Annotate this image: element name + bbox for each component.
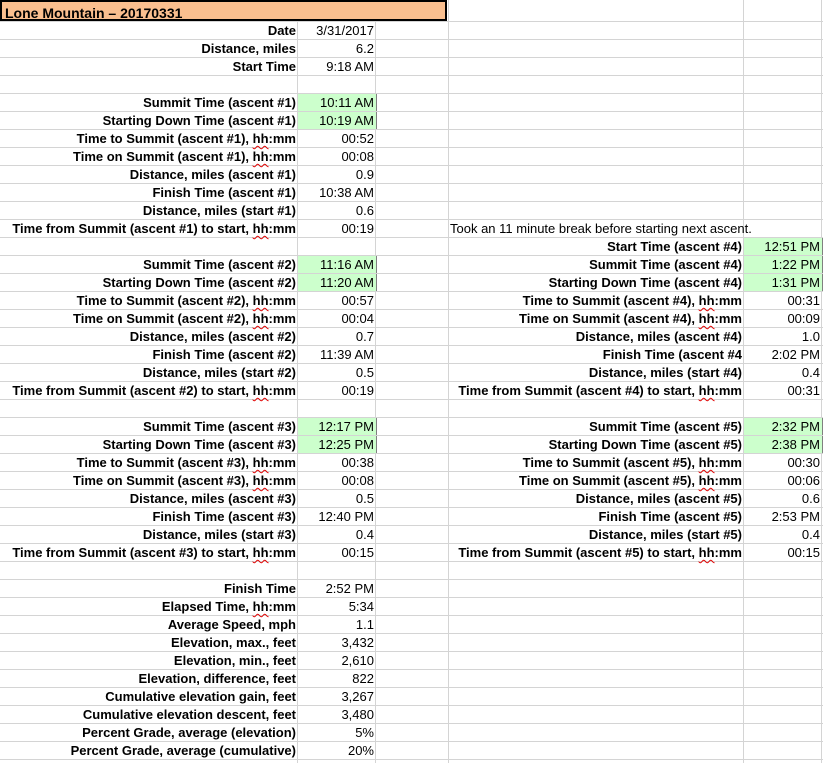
left-row-label[interactable]: Distance, miles (ascent #2) (129, 329, 296, 344)
left-row-label[interactable]: Starting Down Time (ascent #3) (102, 437, 296, 452)
left-row-value[interactable]: 3,480 (341, 707, 374, 722)
spellcheck-underline: hh (252, 455, 269, 470)
right-row-value[interactable]: 00:30 (787, 455, 820, 470)
left-row-label[interactable]: Distance, miles (ascent #1) (129, 167, 296, 182)
right-row-label[interactable]: Time to Summit (ascent #5), hh:mm (522, 455, 742, 470)
left-row-value[interactable]: 11:16 AM (298, 256, 377, 273)
left-row-label[interactable]: Cumulative elevation descent, feet (82, 707, 296, 722)
right-row-label[interactable]: Start Time (ascent #4) (607, 239, 742, 254)
row-gridline (0, 633, 823, 634)
right-row-value[interactable]: 1.0 (801, 329, 820, 344)
row-gridline (0, 165, 823, 166)
left-row-value[interactable]: 0.5 (355, 365, 374, 380)
right-row-label[interactable]: Finish Time (ascent #4 (602, 347, 742, 362)
left-row-label[interactable]: Elapsed Time, hh:mm (161, 599, 296, 614)
left-row-value[interactable]: 00:19 (341, 221, 374, 236)
right-row-label[interactable]: Time on Summit (ascent #5), hh:mm (519, 473, 742, 488)
row-gridline (0, 651, 823, 652)
row-gridline (0, 39, 823, 40)
left-row-label[interactable]: Distance, miles (start #3) (142, 527, 296, 542)
sheet-title-cell[interactable]: Lone Mountain – 20170331 (0, 0, 447, 21)
left-row-value[interactable]: 2:52 PM (325, 581, 374, 596)
left-row-value[interactable]: 3,432 (341, 635, 374, 650)
right-row-label[interactable]: Starting Down Time (ascent #5) (548, 437, 742, 452)
left-row-value[interactable]: 00:15 (341, 545, 374, 560)
left-row-label[interactable]: Time from Summit (ascent #3) to start, hh:mm (12, 545, 296, 560)
left-row-value[interactable]: 6.2 (355, 41, 374, 56)
left-row-label[interactable]: Time from Summit (ascent #1) to start, hh:mm (12, 221, 296, 236)
right-row-label[interactable]: Time on Summit (ascent #4), hh:mm (519, 311, 742, 326)
right-row-value[interactable]: 00:09 (787, 311, 820, 326)
left-row-label[interactable]: Elevation, difference, feet (138, 671, 296, 686)
right-row-value[interactable]: 00:15 (787, 545, 820, 560)
left-row-value[interactable]: 2,610 (341, 653, 374, 668)
left-row-label[interactable]: Distance, miles (ascent #3) (129, 491, 296, 506)
right-row-value[interactable]: 2:38 PM (744, 436, 823, 453)
row-gridline (0, 561, 823, 562)
spellcheck-underline: hh (252, 221, 269, 236)
left-row-value[interactable]: 10:19 AM (298, 112, 377, 129)
left-row-label[interactable]: Time from Summit (ascent #2) to start, hh:mm (12, 383, 296, 398)
left-row-label[interactable]: Elevation, max., feet (171, 635, 296, 650)
right-row-label[interactable]: Finish Time (ascent #5) (598, 509, 742, 524)
left-row-value[interactable]: 00:52 (341, 131, 374, 146)
left-row-label[interactable]: Finish Time (ascent #1) (152, 185, 296, 200)
right-row-value[interactable]: 12:51 PM (744, 238, 823, 255)
right-row-value[interactable]: 1:31 PM (744, 274, 823, 291)
row-gridline (0, 75, 823, 76)
left-row-value[interactable]: 3,267 (341, 689, 374, 704)
left-row-value[interactable]: 00:08 (341, 473, 374, 488)
spellcheck-underline: hh (252, 293, 269, 308)
spellcheck-underline: hh (698, 311, 715, 326)
left-row-value[interactable]: 0.7 (355, 329, 374, 344)
left-row-label[interactable]: Starting Down Time (ascent #2) (102, 275, 296, 290)
left-row-label[interactable]: Time to Summit (ascent #3), hh:mm (76, 455, 296, 470)
row-gridline (0, 201, 823, 202)
right-row-label[interactable]: Distance, miles (start #5) (588, 527, 742, 542)
left-row-label[interactable]: Distance, miles (start #1) (142, 203, 296, 218)
right-row-value[interactable]: 0.4 (801, 527, 820, 542)
spellcheck-underline: hh (252, 383, 269, 398)
right-row-value[interactable]: 0.6 (801, 491, 820, 506)
right-row-label[interactable]: Time to Summit (ascent #4), hh:mm (522, 293, 742, 308)
left-row-label[interactable]: Finish Time (224, 581, 296, 596)
spellcheck-underline: hh (698, 383, 715, 398)
left-row-value[interactable]: 0.4 (355, 527, 374, 542)
left-row-label[interactable]: Average Speed, mph (167, 617, 296, 632)
left-row-label[interactable]: Percent Grade, average (elevation) (82, 725, 296, 740)
left-row-value[interactable]: 1.1 (355, 617, 374, 632)
left-row-value[interactable]: 10:38 AM (319, 185, 374, 200)
left-row-value[interactable]: 20% (347, 743, 374, 758)
left-row-label[interactable]: Summit Time (ascent #1) (143, 95, 296, 110)
spellcheck-underline: hh (252, 311, 269, 326)
right-row-value[interactable]: 0.4 (801, 365, 820, 380)
row-gridline (0, 399, 823, 400)
left-row-value[interactable]: 00:08 (341, 149, 374, 164)
left-row-value[interactable]: 00:57 (341, 293, 374, 308)
row-gridline (0, 669, 823, 670)
row-gridline (0, 93, 823, 94)
left-row-label[interactable]: Summit Time (ascent #2) (143, 257, 296, 272)
spellcheck-underline: hh (698, 545, 715, 560)
left-row-value[interactable]: 822 (352, 671, 374, 686)
right-row-value[interactable]: 00:31 (787, 383, 820, 398)
left-row-value[interactable]: 12:40 PM (318, 509, 374, 524)
right-row-value[interactable]: 00:06 (787, 473, 820, 488)
left-row-label[interactable]: Distance, miles (201, 41, 296, 56)
left-row-label[interactable]: Summit Time (ascent #3) (143, 419, 296, 434)
row-gridline (0, 597, 823, 598)
right-row-value[interactable]: 2:32 PM (744, 418, 823, 435)
left-row-label[interactable]: Finish Time (ascent #3) (152, 509, 296, 524)
left-row-value[interactable]: 12:17 PM (298, 418, 377, 435)
left-row-value[interactable]: 11:20 AM (298, 274, 377, 291)
left-row-value[interactable]: 5% (355, 725, 374, 740)
left-row-value[interactable]: 9:18 AM (326, 59, 374, 74)
left-row-value[interactable]: 5:34 (348, 599, 374, 614)
left-row-value[interactable]: 00:04 (341, 311, 374, 326)
spellcheck-underline: hh (252, 131, 269, 146)
left-row-label[interactable]: Start Time (232, 59, 296, 74)
row-gridline (0, 759, 823, 760)
spellcheck-underline: hh (252, 599, 269, 614)
left-row-value[interactable]: 12:25 PM (298, 436, 377, 453)
left-row-label[interactable]: Percent Grade, average (cumulative) (70, 743, 296, 758)
left-row-label[interactable]: Elevation, min., feet (173, 653, 296, 668)
left-row-label[interactable]: Date (267, 23, 296, 38)
row-gridline (0, 579, 823, 580)
row-gridline (0, 615, 823, 616)
left-row-label[interactable]: Time on Summit (ascent #3), hh:mm (73, 473, 296, 488)
spellcheck-underline: hh (698, 473, 715, 488)
left-row-value[interactable]: 0.5 (355, 491, 374, 506)
right-row-label[interactable]: Summit Time (ascent #4) (589, 257, 742, 272)
left-row-label[interactable]: Time to Summit (ascent #2), hh:mm (76, 293, 296, 308)
right-row-label[interactable]: Distance, miles (start #4) (588, 365, 742, 380)
right-row-value[interactable]: 2:53 PM (771, 509, 820, 524)
break-note-cell[interactable]: Took an 11 minute break before starting next ascent. (450, 221, 752, 236)
left-row-value[interactable]: 0.9 (355, 167, 374, 182)
right-row-label[interactable]: Time from Summit (ascent #5) to start, hh:mm (458, 545, 742, 560)
spellcheck-underline: hh (698, 455, 715, 470)
left-row-label[interactable]: Time to Summit (ascent #1), hh:mm (76, 131, 296, 146)
left-row-label[interactable]: Time on Summit (ascent #2), hh:mm (73, 311, 296, 326)
spellcheck-underline: hh (252, 545, 269, 560)
right-row-value[interactable]: 2:02 PM (771, 347, 820, 362)
left-row-value[interactable]: 0.6 (355, 203, 374, 218)
left-row-value[interactable]: 00:38 (341, 455, 374, 470)
right-row-value[interactable]: 1:22 PM (744, 256, 823, 273)
spellcheck-underline: hh (252, 473, 269, 488)
right-row-label[interactable]: Summit Time (ascent #5) (589, 419, 742, 434)
right-row-label[interactable]: Distance, miles (ascent #5) (575, 491, 742, 506)
left-row-label[interactable]: Cumulative elevation gain, feet (105, 689, 296, 704)
left-row-value[interactable]: 10:11 AM (298, 94, 377, 111)
row-gridline (0, 183, 823, 184)
left-row-value[interactable]: 11:39 AM (320, 347, 374, 362)
left-row-label[interactable]: Starting Down Time (ascent #1) (102, 113, 296, 128)
left-row-value[interactable]: 3/31/2017 (316, 23, 374, 38)
left-row-label[interactable]: Time on Summit (ascent #1), hh:mm (73, 149, 296, 164)
right-row-label[interactable]: Starting Down Time (ascent #4) (548, 275, 742, 290)
spellcheck-underline: hh (252, 149, 269, 164)
right-row-value[interactable]: 00:31 (787, 293, 820, 308)
spellcheck-underline: hh (698, 293, 715, 308)
left-row-label[interactable]: Distance, miles (start #2) (142, 365, 296, 380)
left-row-label[interactable]: Finish Time (ascent #2) (152, 347, 296, 362)
row-gridline (0, 57, 823, 58)
right-row-label[interactable]: Distance, miles (ascent #4) (575, 329, 742, 344)
left-row-value[interactable]: 00:19 (341, 383, 374, 398)
right-row-label[interactable]: Time from Summit (ascent #4) to start, hh:mm (458, 383, 742, 398)
